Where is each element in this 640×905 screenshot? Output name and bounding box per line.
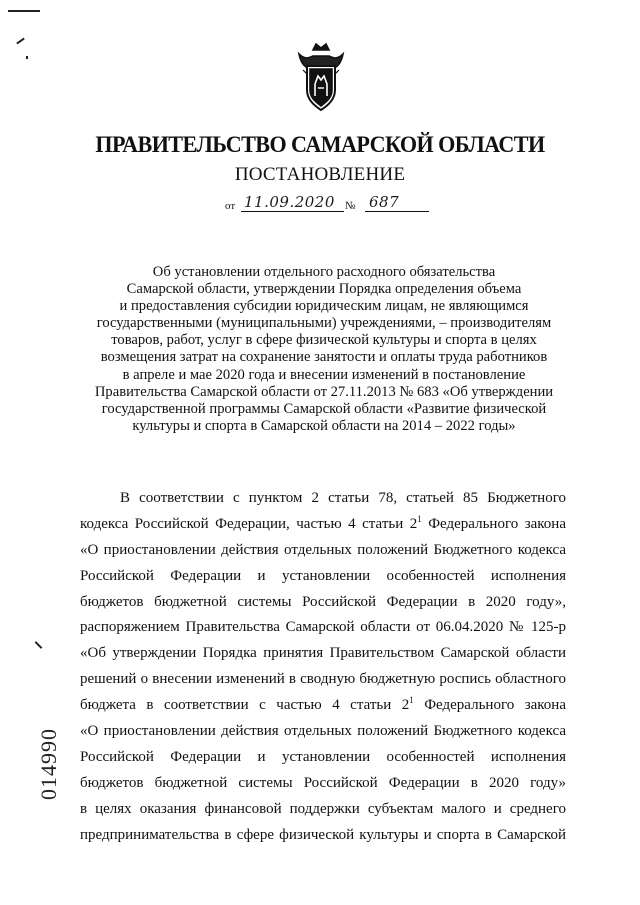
- scan-mark: [26, 56, 28, 59]
- superscript: 1: [409, 695, 414, 706]
- heading-line: и предоставления субсидии юридическим лицам, не являющимся: [119, 298, 529, 315]
- body-line: «О приостановлении действия отдельных положений Бюджетного кодекса: [80, 541, 566, 558]
- handwritten-number: 687: [369, 193, 400, 211]
- heading-line: государственной программы Самарской области «Развитие физической: [101, 400, 547, 417]
- heading-line: в апреле и мае 2020 года и внесении изменений в постановление: [122, 366, 526, 383]
- heading-line: Об установлении отдельного расходного обязательства: [152, 264, 496, 280]
- body-line: предпринимательства в сфере физической культуры и спорта в Самарской: [80, 826, 566, 843]
- body-line: [80, 512, 566, 538]
- handwritten-date: 11.09.2020: [244, 193, 335, 211]
- body-line-text: кодекса Российской Федерации, частью 4 статьи 2: [80, 515, 418, 532]
- serial-number: 014990: [36, 728, 61, 800]
- body-line: в целях оказания финансовой поддержки субъектам малого и среднего: [80, 800, 566, 817]
- date-label: от: [225, 200, 236, 212]
- document-type: ПОСТАНОВЛЕНИЕ: [234, 164, 406, 185]
- body-line: «О приостановлении действия отдельных положений Бюджетного кодекса: [80, 723, 566, 740]
- body-line-tail: Федерального закона: [428, 515, 566, 532]
- coat-of-arms-icon: [291, 40, 351, 112]
- body-line: [80, 693, 566, 719]
- heading-line: культуры и спорта в Самарской области на 2014 – 2022 годы»: [132, 417, 516, 434]
- body-line: распоряжением Правительства Самарской области от 06.04.2020 № 125-р: [80, 619, 566, 636]
- date-number-line: [225, 193, 435, 215]
- heading-line: товаров, работ, услуг в сфере физической культуры и спорта в целях: [111, 332, 537, 349]
- scan-mark: [35, 641, 43, 649]
- heading-line: Самарской области, утверждении Порядка определения объема: [126, 281, 522, 298]
- government-title: ПРАВИТЕЛЬСТВО САМАРСКОЙ ОБЛАСТИ: [95, 132, 545, 158]
- heading-line: государственными (муниципальными) учреждениями, – производителям: [96, 315, 552, 332]
- number-underline: [365, 211, 429, 212]
- heading-line: возмещения затрат на сохранение занятости и оплаты труда работников: [100, 349, 548, 366]
- date-underline: [241, 211, 344, 212]
- body-line: бюджетов бюджетной системы Российской Федерации в 2020 году»: [80, 774, 566, 791]
- body-paragraph: [80, 486, 566, 848]
- body-line-text: бюджета в соответствии с частью 4 статьи 2: [80, 697, 410, 714]
- scan-mark: [16, 38, 25, 45]
- document-heading: [80, 264, 568, 435]
- scan-mark: [8, 10, 40, 12]
- body-line: Российской Федерации и установлении особенностей исполнения: [80, 567, 566, 584]
- body-line: решений о внесении изменений в сводную бюджетную роспись областного: [80, 671, 566, 688]
- superscript: 1: [417, 513, 422, 524]
- body-line: «Об утверждении Порядка принятия Правительством Самарской области: [80, 645, 566, 662]
- body-line: бюджетов бюджетной системы Российской Федерации в 2020 году»,: [80, 593, 566, 610]
- heading-line: Правительства Самарской области от 27.11.2013 № 683 «Об утверждении: [94, 383, 554, 400]
- number-label: №: [345, 200, 356, 212]
- body-line-tail: Федерального закона: [424, 697, 566, 714]
- body-line: В соответствии с пунктом 2 статьи 78, статьей 85 Бюджетного: [120, 490, 566, 506]
- body-line: Российской Федерации и установлении особенностей исполнения: [80, 748, 566, 765]
